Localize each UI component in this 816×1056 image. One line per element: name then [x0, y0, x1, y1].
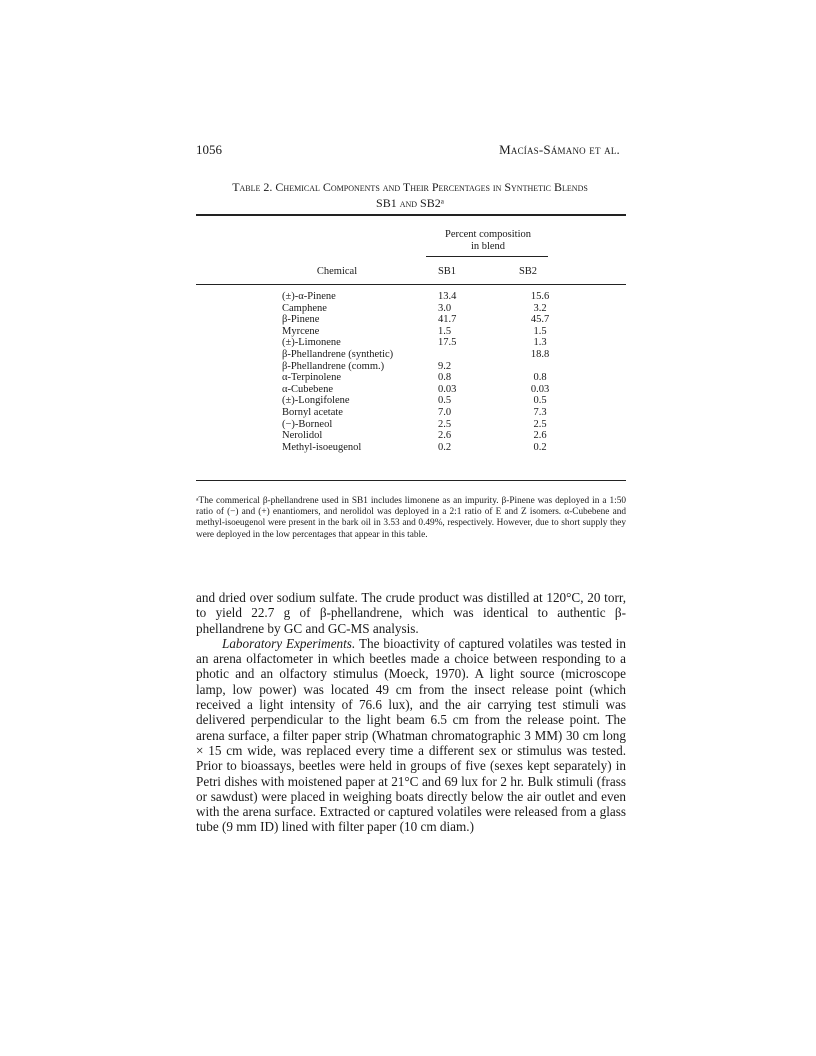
- cell-sb2: [510, 361, 570, 373]
- table-row: [282, 349, 570, 361]
- table-row: [282, 372, 570, 384]
- table-row: [282, 291, 570, 303]
- cell-sb1: 0.2: [438, 441, 452, 453]
- table-header-rule: [196, 284, 626, 285]
- cell-sb1: 1.5: [438, 325, 452, 337]
- cell-chemical: Nerolidol: [282, 430, 323, 442]
- cell-sb2: 1.3: [533, 337, 547, 349]
- running-head: Macías-Sámano et al.: [499, 142, 620, 157]
- column-header-sb2: SB2: [518, 266, 538, 277]
- table-bottom-rule: [196, 480, 626, 481]
- cell-sb1: 0.5: [438, 395, 452, 407]
- column-header-chemical: Chemical: [316, 266, 358, 277]
- cell-chemical: Methyl-isoeugenol: [282, 441, 362, 453]
- table-row: [282, 430, 570, 442]
- table-row: [282, 384, 570, 396]
- cell-chemical: (±)-Limonene: [282, 337, 341, 349]
- column-group-header: [420, 229, 556, 253]
- cell-sb1: 13.4: [438, 291, 457, 302]
- cell-chemical: (±)-α-Pinene: [282, 291, 336, 302]
- column-header-sb1: SB1: [437, 266, 457, 277]
- table-row: [282, 337, 570, 349]
- cell-sb2: 18.8: [530, 348, 550, 360]
- cell-sb2: 2.6: [533, 430, 547, 442]
- page-number: 1056: [196, 142, 222, 157]
- cell-sb2: 15.6: [530, 291, 550, 302]
- cell-sb2: 45.7: [530, 314, 550, 326]
- cell-sb2: 0.5: [533, 395, 547, 407]
- paragraph: and dried over sodium sulfate. The crude product was distilled at 120°C, 20 torr, to yield 22.7 g of β-phellandrene, which was identical to authentic β-phellandrene by GC and GC-MS analysis.: [196, 590, 626, 636]
- table-row: [282, 419, 570, 431]
- group-header-line1: Percent composition: [444, 229, 532, 240]
- table-row: [282, 407, 570, 419]
- cell-sb1: 41.7: [438, 314, 457, 326]
- cell-sb1: 17.5: [438, 337, 457, 349]
- table-caption: [196, 179, 624, 211]
- table-row: [282, 395, 570, 407]
- cell-chemical: (−)-Borneol: [282, 418, 333, 430]
- cell-chemical: β-Phellandrene (synthetic): [282, 348, 394, 360]
- table-row: [282, 326, 570, 338]
- table-body: [282, 291, 570, 453]
- cell-sb1: [432, 349, 510, 361]
- cell-sb1: 0.03: [438, 383, 457, 395]
- body-text: [196, 590, 626, 835]
- cell-sb2: 0.2: [533, 441, 547, 453]
- cell-sb2: 1.5: [533, 325, 547, 337]
- cell-sb1: 9.2: [438, 360, 452, 372]
- table-footnote: ᵃThe commerical β-phellandrene used in SB1 includes limonene as an impurity. β-Pinene was deployed in a 1:50 ratio of (−) and (+) enantiomers, and nerolidol was deployed in a 2:1 ratio of E and Z isomers. α-Cubebene and methyl-isoeugenol were present in the bark oil in 3.53 and 0.49%, respectively. However, due to short supply they were deployed in the low percentages that appear in this table.: [196, 496, 626, 540]
- cell-chemical: α-Terpinolene: [282, 372, 341, 384]
- column-group-rule: [426, 256, 548, 257]
- table-row: [282, 361, 570, 373]
- cell-chemical: Myrcene: [282, 325, 320, 337]
- cell-sb2: 0.03: [530, 383, 550, 395]
- cell-chemical: Bornyl acetate: [282, 406, 343, 418]
- cell-sb1: 7.0: [438, 406, 452, 418]
- table-row: [282, 314, 570, 326]
- paragraph: [196, 636, 626, 835]
- table-row: [282, 303, 570, 315]
- cell-sb1: 2.6: [438, 430, 452, 442]
- paragraph-text: The bioactivity of captured volatiles was tested in an arena olfactometer in which beetles made a choice between responding to a photic and an olfactory stimulus (Moeck, 1970). A light source (microscope lamp, low power) was located 49 cm from the insect release point (which received a light intensity of 76.6 lux), and the air carrying test stimuli was delivered perpendicular to the light beam 6.5 cm from the release point. The arena surface, a filter paper strip (Whatman chromatographic 3 MM) 30 cm long × 15 cm wide, was replaced every time a different sex or stimulus was tested. Prior to bioassays, beetles were held in groups of five (sexes kept separately) in Petri dishes with moistened paper at 21°C and 69 lux for 2 hr. Bulk stimuli (frass or sawdust) were placed in weighing boats directly below the air outlet and even with the arena surface. Extracted or captured volatiles were released from a glass tube (9 mm ID) lined with filter paper (10 cm diam.): [196, 635, 626, 835]
- table-top-rule: [196, 214, 626, 216]
- table-caption-line1: Table 2. Chemical Components and Their Percentages in Synthetic Blends: [232, 180, 588, 194]
- cell-chemical: Camphene: [282, 302, 327, 314]
- cell-sb2: 3.2: [533, 302, 547, 314]
- cell-sb2: 0.8: [533, 372, 547, 384]
- group-header-line2: in blend: [470, 241, 506, 252]
- section-heading: Laboratory Experiments.: [222, 635, 356, 651]
- cell-chemical: (±)-Longifolene: [282, 395, 350, 407]
- table-caption-line2: SB1 and SB2ᵃ: [376, 196, 444, 210]
- cell-chemical: β-Phellandrene (comm.): [282, 360, 385, 372]
- table-row: [282, 442, 570, 454]
- cell-sb1: 2.5: [438, 418, 452, 430]
- cell-sb2: 2.5: [533, 418, 547, 430]
- cell-sb1: 0.8: [438, 372, 452, 384]
- cell-chemical: β-Pinene: [282, 314, 320, 326]
- cell-sb2: 7.3: [533, 406, 547, 418]
- cell-sb1: 3.0: [438, 302, 452, 314]
- cell-chemical: α-Cubebene: [282, 383, 333, 395]
